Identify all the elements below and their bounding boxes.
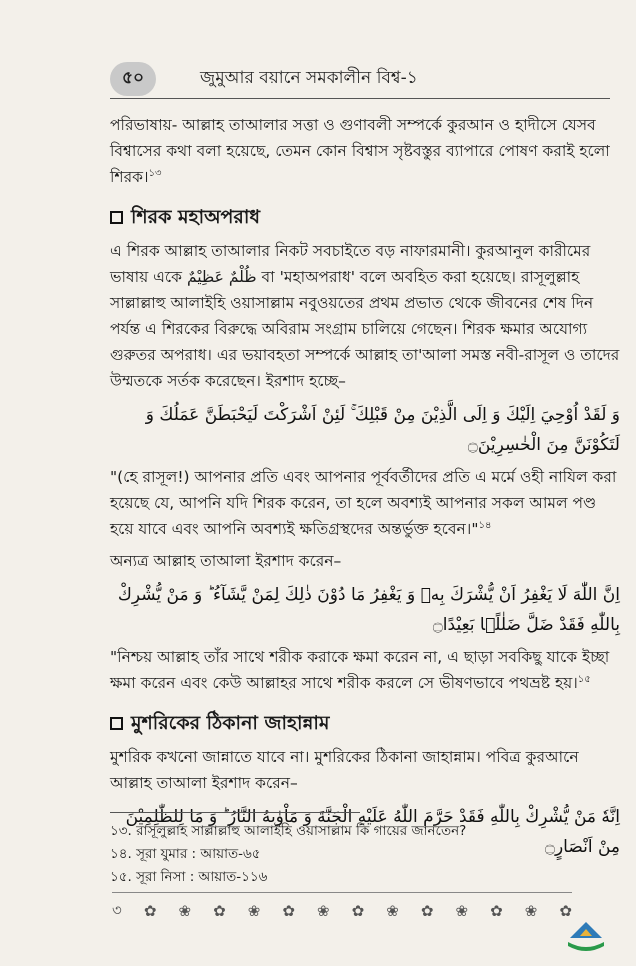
footnote-13: ১৩. রাসূলুল্লাহ সাল্লাল্লাহু আলাইহি ওয়াসাল্লাম কি গায়ের জানতেন? <box>110 823 467 839</box>
page-number: ৫০ <box>110 62 156 96</box>
arabic-verse-2: اِنَّ اللّٰهَ لَا يَغْفِرُ اَنْ يُّشْرَكَ بِهٖ وَ يَغْفِرُ مَا دُوْنَ ذٰلِكَ لِمَنْ يَّشَآءُ ؕ وَ مَنْ يُّشْرِكْ بِاللّٰهِ فَقَدْ ضَلَّ ضَلٰلًۢا بَعِيْدًا۝ <box>117 585 620 635</box>
translation-2 <box>110 644 620 696</box>
page-body <box>110 112 620 866</box>
flower-icon: ✿ <box>143 902 157 920</box>
flower-icon: ❀ <box>178 902 192 920</box>
footnote-ref-14[interactable]: ১৪ <box>478 519 492 531</box>
section-heading-mushrik <box>110 710 620 736</box>
flower-icon: ✿ <box>490 902 503 920</box>
flower-icon: ❀ <box>386 902 399 920</box>
running-title: জুমুআর বয়ানে সমকালীন বিশ্ব-১ <box>200 68 418 88</box>
translation-2-text: "নিশ্চয় আল্লাহ তাঁর সাথে শরীক করাকে ক্ষমা করেন না, এ ছাড়া সবকিছু যাকে ইচ্ছা ক্ষমা করেন এবং কেউ আল্লাহর সাথে শরীক করলে সে ভীষণভাবে পথভ্রষ্ট হয়। <box>110 648 610 692</box>
footer-ornament <box>112 892 572 921</box>
section1-paragraph: এ শিরক আল্লাহ তাআলার নিকট সবচাইতে বড় নাফারমানী। কুরআনুল কারীমের ভাষায় একে ظُلْمٌ عَظِيْمٌ বা 'মহাঅপরাধ' বলে অবহিত করা হয়েছে। রাসূলুল্লাহ সাল্লাল্লাহু আলাইহি ওয়াসাল্লাম নবুওয়তের প্রথম প্রভাত থেকে জীবনের শেষ দিন পর্যন্ত এ শিরকের বিরুদ্ধে অবিরাম সংগ্রাম চালিয়ে গেছেন। শিরক ক্ষমার অযোগ্য গুরুতর অপরাধ। এর ভয়াবহতা সম্পর্কে আল্লাহ তা'আলা সমস্ত নবী-রাসূল ও তাদের উম্মতকে সর্তক করেছেন। ইরশাদ হচ্ছে– <box>110 242 620 390</box>
footnote-divider <box>110 812 360 813</box>
section-heading-text: মুশরিকের ঠিকানা জাহান্নাম <box>131 712 330 734</box>
flower-icon: ❀ <box>455 902 469 920</box>
publisher-logo-icon <box>566 912 606 952</box>
section1-paragraph-2: অন্যত্র আল্লাহ তাআলা ইরশাদ করেন– <box>110 552 342 570</box>
section2-paragraph: মুশরিক কখনো জান্নাতে যাবে না। মুশরিকের ঠিকানা জাহান্নাম। পবিত্র কুরআনে আল্লাহ তাআলা ইরশাদ করেন– <box>110 748 579 792</box>
section-heading-shirk <box>110 204 620 230</box>
footnote-ref-13[interactable]: ১৩ <box>148 167 162 179</box>
flower-icon: ✿ <box>282 902 295 920</box>
footnote-ref-15[interactable]: ১৫ <box>577 673 591 685</box>
section-heading-text: শিরক মহাঅপরাধ <box>131 206 261 228</box>
footnotes <box>110 820 610 889</box>
flower-icon: ✿ <box>351 902 365 920</box>
arabic-verse-3: اِنَّهٗ مَنْ يُّشْرِكْ بِاللّٰهِ فَقَدْ حَرَّمَ اللّٰهُ عَلَيْهِ الْجَنَّةَ وَ مَاْوٰىهُ النَّارُ ؕ وَ مَا لِلظّٰلِمِيْنَ مِنْ اَنْصَارٍ۝ <box>125 807 620 857</box>
flower-icon: ✿ <box>213 902 226 920</box>
arabic-verse-1: وَ لَقَدْ اُوْحِيَ اِلَيْكَ وَ اِلَى الَّذِيْنَ مِنْ قَبْلِكَ ۚ لَئِنْ اَشْرَكْتَ لَيَحْبَطَنَّ عَمَلُكَ وَ لَتَكُوْنَنَّ مِنَ الْخٰسِرِيْنَ۝ <box>145 405 620 455</box>
corner-mark: ৩ <box>112 900 122 919</box>
flower-icon: ❀ <box>524 902 538 920</box>
page-header <box>110 56 610 102</box>
flower-icon: ✿ <box>559 902 572 920</box>
intro-paragraph <box>110 112 620 190</box>
flower-icon: ❀ <box>247 902 261 920</box>
flower-icon: ✿ <box>420 902 434 920</box>
square-bullet-icon <box>110 717 123 730</box>
footnote-14: ১৪. সূরা যুমার : আয়াত-৬৫ <box>110 846 261 862</box>
intro-text: পরিভাষায়- আল্লাহ তাআলার সত্তা ও গুণাবলী সম্পর্কে কুরআন ও হাদীসে যেসব বিশ্বাসের কথা বলা হয়েছে, তেমন কোন বিশ্বাস সৃষ্টবস্তুর ব্যাপারে পোষণ করাই হলো শিরক। <box>110 116 610 186</box>
footnote-15: ১৫. সূরা নিসা : আয়াত-১১৬ <box>110 869 268 885</box>
translation-1-text: "(হে রাসূল!) আপনার প্রতি এবং আপনার পূর্ববর্তীদের প্রতি এ মর্মে ওহী নাযিল করা হয়েছে যে, আপনি যদি শিরক করেন, তা হলে অবশ্যই আপনার সকল আমল পণ্ড হয়ে যাবে এবং আপনি অবশ্যই ক্ষতিগ্রস্থদের অন্তর্ভুক্ত হবেন।" <box>110 468 617 538</box>
flower-icon: ❀ <box>316 902 330 920</box>
header-divider <box>110 98 610 99</box>
translation-1 <box>110 464 620 542</box>
square-bullet-icon <box>110 211 123 224</box>
